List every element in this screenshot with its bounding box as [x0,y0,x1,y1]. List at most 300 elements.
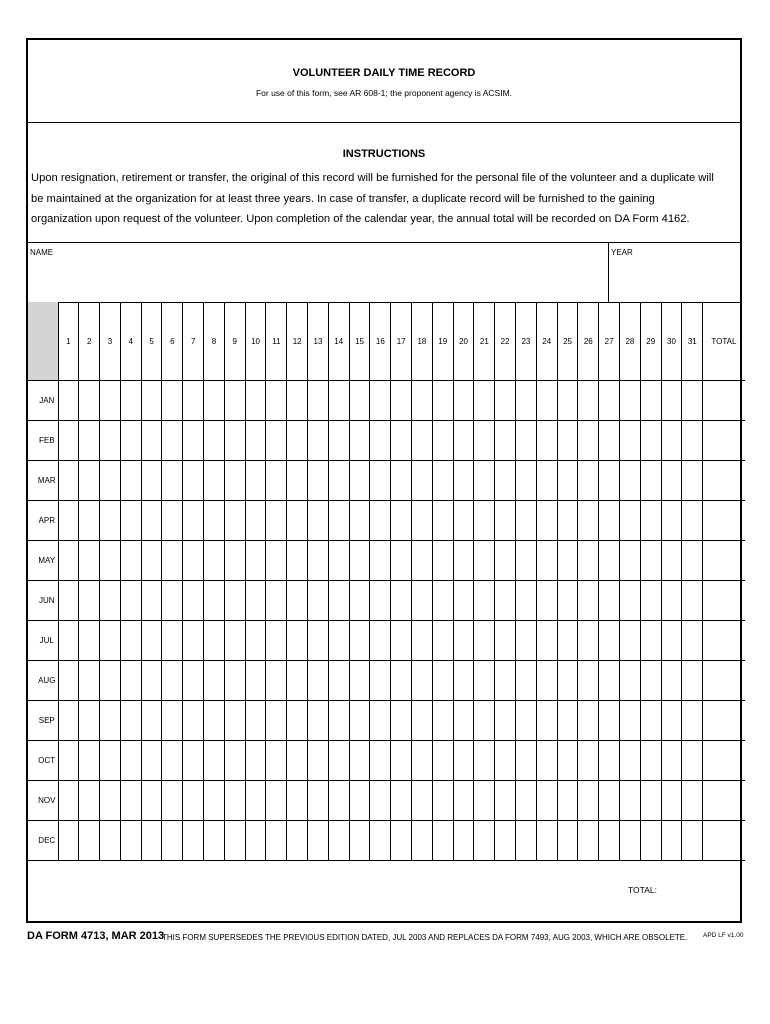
day-hours-cell[interactable] [536,381,557,421]
day-hours-cell[interactable] [682,381,703,421]
day-hours-cell[interactable] [682,821,703,861]
day-hours-cell[interactable] [224,541,245,581]
day-hours-cell[interactable] [224,381,245,421]
day-hours-cell[interactable] [100,581,121,621]
day-hours-cell[interactable] [120,501,141,541]
day-hours-cell[interactable] [640,741,661,781]
day-hours-cell[interactable] [162,701,183,741]
day-hours-cell[interactable] [432,741,453,781]
day-hours-cell[interactable] [682,421,703,461]
day-hours-cell[interactable] [308,501,329,541]
day-hours-cell[interactable] [620,701,641,741]
day-hours-cell[interactable] [516,781,537,821]
day-hours-cell[interactable] [599,661,620,701]
day-hours-cell[interactable] [349,581,370,621]
day-hours-cell[interactable] [599,541,620,581]
day-hours-cell[interactable] [620,541,641,581]
day-hours-cell[interactable] [536,741,557,781]
day-hours-cell[interactable] [79,581,100,621]
day-hours-cell[interactable] [661,381,682,421]
month-total-cell[interactable] [703,741,745,781]
day-hours-cell[interactable] [328,661,349,701]
day-hours-cell[interactable] [328,781,349,821]
day-hours-cell[interactable] [536,581,557,621]
day-hours-cell[interactable] [266,541,287,581]
day-hours-cell[interactable] [287,741,308,781]
day-hours-cell[interactable] [308,461,329,501]
day-hours-cell[interactable] [349,661,370,701]
day-hours-cell[interactable] [100,701,121,741]
day-hours-cell[interactable] [620,421,641,461]
day-hours-cell[interactable] [224,741,245,781]
day-hours-cell[interactable] [412,741,433,781]
day-hours-cell[interactable] [370,701,391,741]
day-hours-cell[interactable] [79,821,100,861]
day-hours-cell[interactable] [495,621,516,661]
day-hours-cell[interactable] [266,821,287,861]
day-hours-cell[interactable] [328,461,349,501]
day-hours-cell[interactable] [58,701,79,741]
day-hours-cell[interactable] [620,581,641,621]
day-hours-cell[interactable] [640,381,661,421]
day-hours-cell[interactable] [308,421,329,461]
day-hours-cell[interactable] [308,821,329,861]
day-hours-cell[interactable] [141,781,162,821]
day-hours-cell[interactable] [204,461,225,501]
day-hours-cell[interactable] [516,581,537,621]
day-hours-cell[interactable] [370,581,391,621]
day-hours-cell[interactable] [661,741,682,781]
day-hours-cell[interactable] [141,741,162,781]
day-hours-cell[interactable] [432,821,453,861]
day-hours-cell[interactable] [391,821,412,861]
day-hours-cell[interactable] [516,421,537,461]
month-total-cell[interactable] [703,501,745,541]
day-hours-cell[interactable] [599,581,620,621]
day-hours-cell[interactable] [58,501,79,541]
day-hours-cell[interactable] [204,541,225,581]
day-hours-cell[interactable] [453,501,474,541]
day-hours-cell[interactable] [349,621,370,661]
day-hours-cell[interactable] [328,381,349,421]
day-hours-cell[interactable] [266,781,287,821]
day-hours-cell[interactable] [432,541,453,581]
day-hours-cell[interactable] [79,661,100,701]
day-hours-cell[interactable] [536,421,557,461]
day-hours-cell[interactable] [79,541,100,581]
day-hours-cell[interactable] [141,421,162,461]
day-hours-cell[interactable] [453,381,474,421]
day-hours-cell[interactable] [578,621,599,661]
day-hours-cell[interactable] [391,541,412,581]
day-hours-cell[interactable] [661,541,682,581]
day-hours-cell[interactable] [516,701,537,741]
day-hours-cell[interactable] [599,421,620,461]
day-hours-cell[interactable] [183,821,204,861]
day-hours-cell[interactable] [495,421,516,461]
day-hours-cell[interactable] [204,501,225,541]
day-hours-cell[interactable] [432,581,453,621]
day-hours-cell[interactable] [661,581,682,621]
day-hours-cell[interactable] [391,621,412,661]
day-hours-cell[interactable] [308,741,329,781]
day-hours-cell[interactable] [370,781,391,821]
day-hours-cell[interactable] [58,541,79,581]
day-hours-cell[interactable] [287,781,308,821]
day-hours-cell[interactable] [245,421,266,461]
day-hours-cell[interactable] [120,821,141,861]
day-hours-cell[interactable] [599,781,620,821]
day-hours-cell[interactable] [682,461,703,501]
day-hours-cell[interactable] [620,781,641,821]
day-hours-cell[interactable] [432,621,453,661]
day-hours-cell[interactable] [266,461,287,501]
day-hours-cell[interactable] [474,661,495,701]
day-hours-cell[interactable] [224,781,245,821]
day-hours-cell[interactable] [328,821,349,861]
day-hours-cell[interactable] [349,701,370,741]
month-total-cell[interactable] [703,461,745,501]
day-hours-cell[interactable] [349,741,370,781]
day-hours-cell[interactable] [432,781,453,821]
day-hours-cell[interactable] [162,661,183,701]
day-hours-cell[interactable] [516,741,537,781]
day-hours-cell[interactable] [391,461,412,501]
day-hours-cell[interactable] [266,661,287,701]
day-hours-cell[interactable] [266,421,287,461]
day-hours-cell[interactable] [100,781,121,821]
day-hours-cell[interactable] [640,421,661,461]
day-hours-cell[interactable] [245,501,266,541]
day-hours-cell[interactable] [495,381,516,421]
day-hours-cell[interactable] [266,621,287,661]
day-hours-cell[interactable] [474,581,495,621]
day-hours-cell[interactable] [474,461,495,501]
day-hours-cell[interactable] [578,661,599,701]
day-hours-cell[interactable] [432,461,453,501]
day-hours-cell[interactable] [79,781,100,821]
day-hours-cell[interactable] [432,501,453,541]
day-hours-cell[interactable] [536,661,557,701]
day-hours-cell[interactable] [640,701,661,741]
day-hours-cell[interactable] [412,621,433,661]
day-hours-cell[interactable] [183,621,204,661]
day-hours-cell[interactable] [141,581,162,621]
day-hours-cell[interactable] [79,501,100,541]
day-hours-cell[interactable] [495,501,516,541]
day-hours-cell[interactable] [620,501,641,541]
day-hours-cell[interactable] [245,741,266,781]
day-hours-cell[interactable] [599,461,620,501]
day-hours-cell[interactable] [536,541,557,581]
day-hours-cell[interactable] [328,621,349,661]
day-hours-cell[interactable] [120,461,141,501]
day-hours-cell[interactable] [453,541,474,581]
day-hours-cell[interactable] [79,381,100,421]
day-hours-cell[interactable] [370,661,391,701]
day-hours-cell[interactable] [412,661,433,701]
day-hours-cell[interactable] [183,741,204,781]
day-hours-cell[interactable] [120,421,141,461]
day-hours-cell[interactable] [557,501,578,541]
day-hours-cell[interactable] [162,461,183,501]
day-hours-cell[interactable] [453,461,474,501]
day-hours-cell[interactable] [578,381,599,421]
day-hours-cell[interactable] [120,661,141,701]
day-hours-cell[interactable] [682,661,703,701]
day-hours-cell[interactable] [412,541,433,581]
day-hours-cell[interactable] [266,581,287,621]
day-hours-cell[interactable] [474,421,495,461]
day-hours-cell[interactable] [391,781,412,821]
day-hours-cell[interactable] [391,501,412,541]
day-hours-cell[interactable] [578,821,599,861]
day-hours-cell[interactable] [495,461,516,501]
day-hours-cell[interactable] [661,821,682,861]
day-hours-cell[interactable] [183,421,204,461]
day-hours-cell[interactable] [162,621,183,661]
day-hours-cell[interactable] [391,701,412,741]
day-hours-cell[interactable] [578,581,599,621]
day-hours-cell[interactable] [578,781,599,821]
day-hours-cell[interactable] [578,701,599,741]
day-hours-cell[interactable] [412,581,433,621]
day-hours-cell[interactable] [308,661,329,701]
day-hours-cell[interactable] [349,821,370,861]
day-hours-cell[interactable] [58,621,79,661]
day-hours-cell[interactable] [100,501,121,541]
day-hours-cell[interactable] [495,741,516,781]
day-hours-cell[interactable] [287,501,308,541]
day-hours-cell[interactable] [474,701,495,741]
day-hours-cell[interactable] [183,781,204,821]
day-hours-cell[interactable] [100,741,121,781]
day-hours-cell[interactable] [224,501,245,541]
day-hours-cell[interactable] [370,461,391,501]
day-hours-cell[interactable] [661,781,682,821]
day-hours-cell[interactable] [391,741,412,781]
day-hours-cell[interactable] [141,461,162,501]
day-hours-cell[interactable] [100,381,121,421]
day-hours-cell[interactable] [578,541,599,581]
day-hours-cell[interactable] [349,541,370,581]
day-hours-cell[interactable] [349,781,370,821]
day-hours-cell[interactable] [474,781,495,821]
day-hours-cell[interactable] [287,661,308,701]
day-hours-cell[interactable] [412,701,433,741]
day-hours-cell[interactable] [308,781,329,821]
day-hours-cell[interactable] [328,541,349,581]
day-hours-cell[interactable] [599,501,620,541]
month-total-cell[interactable] [703,381,745,421]
day-hours-cell[interactable] [245,541,266,581]
day-hours-cell[interactable] [328,421,349,461]
day-hours-cell[interactable] [599,821,620,861]
day-hours-cell[interactable] [141,661,162,701]
day-hours-cell[interactable] [141,541,162,581]
day-hours-cell[interactable] [162,781,183,821]
day-hours-cell[interactable] [79,621,100,661]
day-hours-cell[interactable] [453,621,474,661]
day-hours-cell[interactable] [183,581,204,621]
day-hours-cell[interactable] [516,821,537,861]
day-hours-cell[interactable] [183,461,204,501]
day-hours-cell[interactable] [204,741,225,781]
year-field[interactable] [609,242,740,303]
day-hours-cell[interactable] [474,741,495,781]
day-hours-cell[interactable] [391,661,412,701]
day-hours-cell[interactable] [557,421,578,461]
day-hours-cell[interactable] [58,461,79,501]
day-hours-cell[interactable] [453,741,474,781]
day-hours-cell[interactable] [266,741,287,781]
day-hours-cell[interactable] [120,741,141,781]
day-hours-cell[interactable] [432,701,453,741]
day-hours-cell[interactable] [204,661,225,701]
day-hours-cell[interactable] [536,461,557,501]
day-hours-cell[interactable] [141,501,162,541]
day-hours-cell[interactable] [453,581,474,621]
day-hours-cell[interactable] [453,661,474,701]
day-hours-cell[interactable] [287,541,308,581]
day-hours-cell[interactable] [682,541,703,581]
day-hours-cell[interactable] [516,661,537,701]
day-hours-cell[interactable] [661,621,682,661]
day-hours-cell[interactable] [682,741,703,781]
day-hours-cell[interactable] [287,701,308,741]
day-hours-cell[interactable] [661,501,682,541]
day-hours-cell[interactable] [162,501,183,541]
day-hours-cell[interactable] [183,701,204,741]
day-hours-cell[interactable] [224,821,245,861]
day-hours-cell[interactable] [640,781,661,821]
day-hours-cell[interactable] [245,381,266,421]
day-hours-cell[interactable] [266,381,287,421]
day-hours-cell[interactable] [266,701,287,741]
day-hours-cell[interactable] [79,421,100,461]
day-hours-cell[interactable] [474,621,495,661]
day-hours-cell[interactable] [412,381,433,421]
day-hours-cell[interactable] [370,741,391,781]
day-hours-cell[interactable] [599,701,620,741]
day-hours-cell[interactable] [516,381,537,421]
day-hours-cell[interactable] [58,821,79,861]
day-hours-cell[interactable] [58,661,79,701]
day-hours-cell[interactable] [328,701,349,741]
day-hours-cell[interactable] [432,381,453,421]
day-hours-cell[interactable] [308,381,329,421]
day-hours-cell[interactable] [245,621,266,661]
day-hours-cell[interactable] [432,661,453,701]
day-hours-cell[interactable] [557,541,578,581]
day-hours-cell[interactable] [183,661,204,701]
day-hours-cell[interactable] [224,461,245,501]
day-hours-cell[interactable] [557,581,578,621]
day-hours-cell[interactable] [58,781,79,821]
day-hours-cell[interactable] [58,421,79,461]
day-hours-cell[interactable] [141,701,162,741]
day-hours-cell[interactable] [682,701,703,741]
day-hours-cell[interactable] [162,581,183,621]
day-hours-cell[interactable] [58,581,79,621]
day-hours-cell[interactable] [557,381,578,421]
day-hours-cell[interactable] [224,621,245,661]
day-hours-cell[interactable] [370,541,391,581]
day-hours-cell[interactable] [162,821,183,861]
day-hours-cell[interactable] [536,781,557,821]
day-hours-cell[interactable] [412,461,433,501]
month-total-cell[interactable] [703,821,745,861]
day-hours-cell[interactable] [412,501,433,541]
day-hours-cell[interactable] [557,621,578,661]
day-hours-cell[interactable] [578,421,599,461]
day-hours-cell[interactable] [100,541,121,581]
day-hours-cell[interactable] [661,421,682,461]
day-hours-cell[interactable] [100,461,121,501]
day-hours-cell[interactable] [474,381,495,421]
day-hours-cell[interactable] [474,541,495,581]
day-hours-cell[interactable] [204,781,225,821]
day-hours-cell[interactable] [183,381,204,421]
day-hours-cell[interactable] [287,381,308,421]
month-total-cell[interactable] [703,661,745,701]
day-hours-cell[interactable] [287,621,308,661]
day-hours-cell[interactable] [141,621,162,661]
day-hours-cell[interactable] [391,581,412,621]
day-hours-cell[interactable] [453,701,474,741]
day-hours-cell[interactable] [370,421,391,461]
day-hours-cell[interactable] [495,781,516,821]
day-hours-cell[interactable] [557,821,578,861]
day-hours-cell[interactable] [599,381,620,421]
day-hours-cell[interactable] [370,621,391,661]
month-total-cell[interactable] [703,621,745,661]
day-hours-cell[interactable] [162,741,183,781]
name-field[interactable] [28,242,609,303]
day-hours-cell[interactable] [224,421,245,461]
day-hours-cell[interactable] [640,661,661,701]
day-hours-cell[interactable] [578,461,599,501]
day-hours-cell[interactable] [495,581,516,621]
day-hours-cell[interactable] [120,701,141,741]
day-hours-cell[interactable] [245,581,266,621]
day-hours-cell[interactable] [308,581,329,621]
day-hours-cell[interactable] [474,821,495,861]
day-hours-cell[interactable] [245,461,266,501]
day-hours-cell[interactable] [391,421,412,461]
day-hours-cell[interactable] [495,661,516,701]
day-hours-cell[interactable] [120,381,141,421]
day-hours-cell[interactable] [557,781,578,821]
day-hours-cell[interactable] [536,701,557,741]
day-hours-cell[interactable] [120,781,141,821]
day-hours-cell[interactable] [328,501,349,541]
day-hours-cell[interactable] [682,581,703,621]
day-hours-cell[interactable] [516,541,537,581]
day-hours-cell[interactable] [224,661,245,701]
day-hours-cell[interactable] [661,461,682,501]
day-hours-cell[interactable] [204,381,225,421]
day-hours-cell[interactable] [349,421,370,461]
day-hours-cell[interactable] [640,581,661,621]
day-hours-cell[interactable] [495,541,516,581]
day-hours-cell[interactable] [557,701,578,741]
day-hours-cell[interactable] [516,501,537,541]
day-hours-cell[interactable] [120,581,141,621]
day-hours-cell[interactable] [599,741,620,781]
day-hours-cell[interactable] [453,781,474,821]
month-total-cell[interactable] [703,421,745,461]
